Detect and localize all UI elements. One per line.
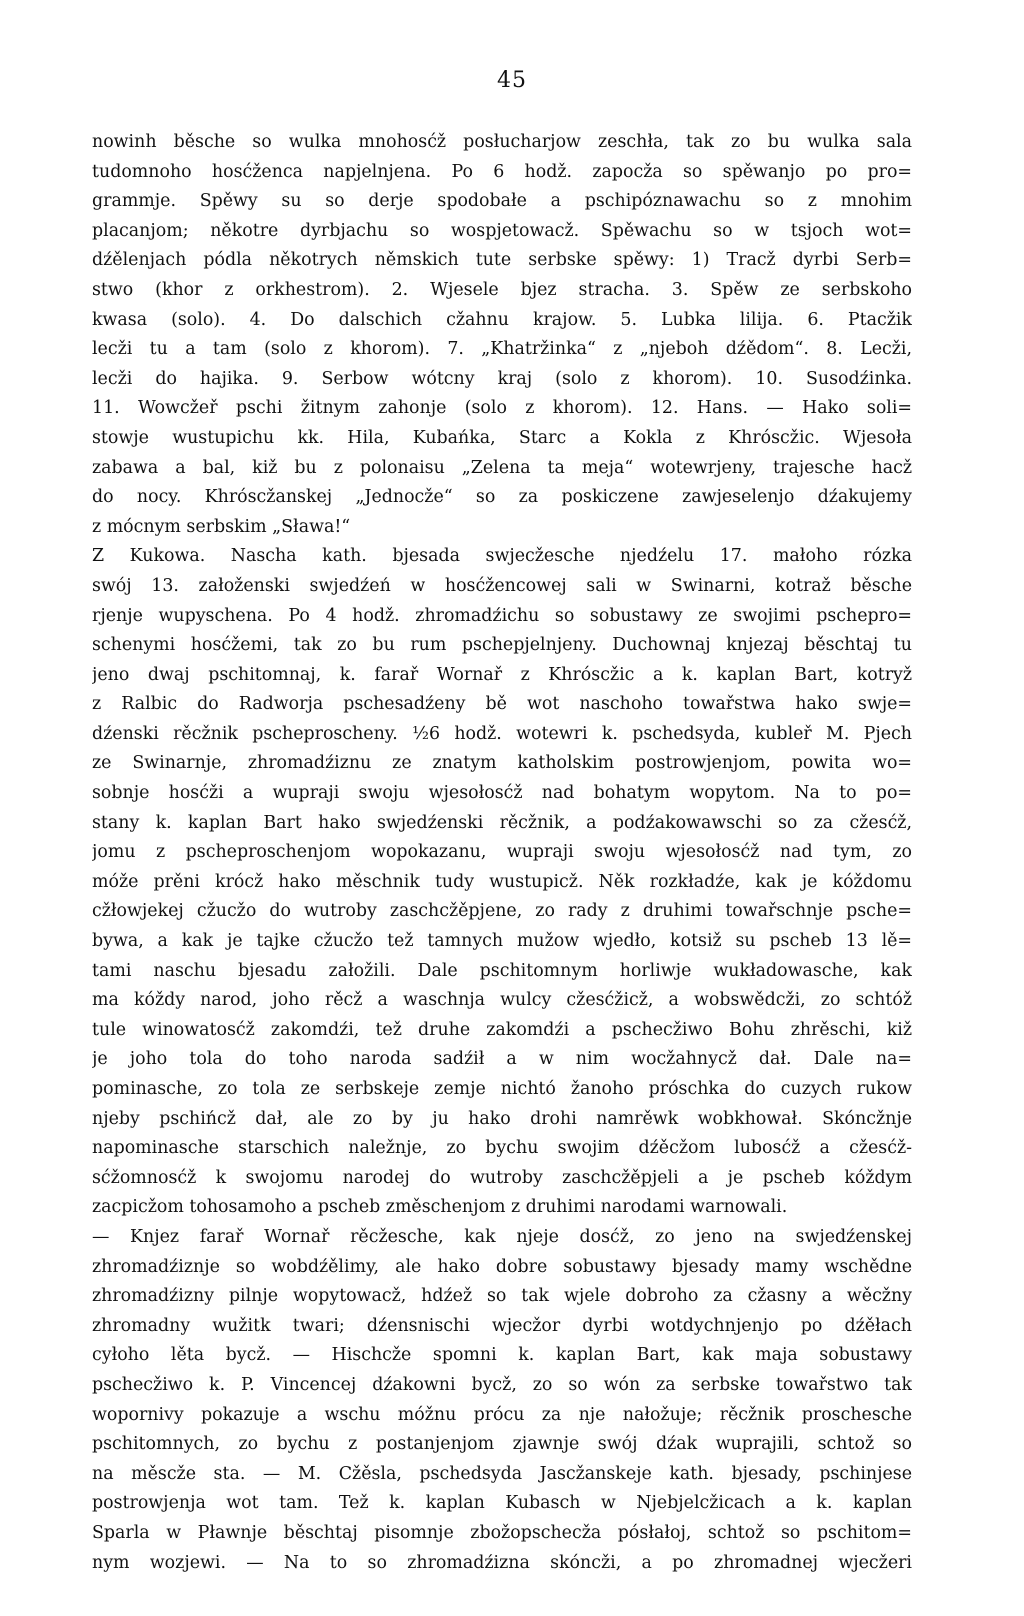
text-line: stwo (khor z orkhestrom). 2. Wjesele bjez stracha. 3. Spěw ze serbskoho — [92, 279, 912, 300]
text-line: tudomnoho hosćženca napjelnjena. Po 6 hodž. zapocža so spěwanjo po pro= — [92, 161, 912, 182]
text-line: dźělenjach pódla někotrych němskich tute serbske spěwy: 1) Tracž dyrbi Serb= — [92, 250, 912, 271]
text-line: Z Kukowa. Nascha kath. bjesada swjecžesche njedźelu 17. małoho rózka — [92, 546, 912, 567]
text-line: — Knjez farař Wornař rěcžesche, kak njeje dosćž, zo jeno na swjedźenskej — [92, 1226, 912, 1247]
text-line: pominasche, zo tola ze serbskeje zemje nichtó žanoho próschka do cuzych rukow — [92, 1079, 912, 1099]
text-line: zhromadźiznje so wobdźělimy, ale hako dobre sobustawy bjesady mamy wschědne — [92, 1256, 912, 1277]
text-line: stowje wustupichu kk. Hila, Kubańka, Starc a Kokla z Khróscžic. Wjesoła — [92, 427, 912, 448]
text-line: sćžomnosćž k swojomu narodej do wutroby zaschcžěpjeli a je pscheb kóždym — [92, 1167, 912, 1188]
text-line: na měscže sta. — M. Cžěsla, pschedsyda Jascžanskeje kath. bjesady, pschinjese — [92, 1463, 912, 1484]
text-line: zhromadny wužitk twari; dźensnischi wjecžor dyrbi wotdychnjenjo po dźěłach — [92, 1315, 912, 1336]
text-line: nym wozjewi. — Na to so zhromadźizna skóncži, a po zhromadnej wjecžeri — [92, 1552, 912, 1573]
text-line: grammje. Spěwy su so derje spodobałe a pschipóznawachu so z mnohim — [92, 191, 912, 212]
text-line: 11. Wowcžeř pschi žitnym zahonje (solo z khorom). 12. Hans. — Hako soli= — [92, 398, 912, 419]
text-line: swój 13. załoženski swjedźeń w hosćžencowej sali w Swinarni, kotraž běsche — [92, 575, 912, 596]
page-number: 45 — [497, 68, 527, 93]
text-line: móže prěni krócž hako měschnik tudy wustupicž. Něk rozkładźe, kak je kóždomu — [92, 871, 912, 892]
text-line: stany k. kaplan Bart hako swjedźenski rěcžnik, a podźakowawschi so za cžesćž, — [92, 812, 912, 833]
text-line: napominasche starschich naležnje, zo bychu swojim dźěcžom lubosćž a cžesćž- — [92, 1138, 912, 1159]
text-line: pschecžiwo k. P. Vincencej dźakowni bycž, zo so wón za serbske towařstwo tak — [92, 1374, 912, 1395]
text-line: rjenje wupyschena. Po 4 hodž. zhromadźichu so sobustawy ze swojimi pschepro= — [92, 605, 912, 626]
text-line: ze Swinarnje, zhromadźiznu ze znatym katholskim postrowjenjom, powita wo= — [92, 753, 912, 774]
text-line: lecži do hajika. 9. Serbow wótcny kraj (solo z khorom). 10. Susodźinka. — [92, 368, 912, 389]
text-line: bywa, a kak je tajke cžucžo tež tamnych mužow wjedło, kotsiž su pscheb 13 lě= — [92, 931, 912, 952]
text-line: cžłowjekej cžucžo do wutroby zaschcžěpjene, zo rady z druhimi towařschnje psche= — [92, 901, 912, 922]
text-line: tule winowatosćž zakomdźi, tež druhe zakomdźi a pschecžiwo Bohu zhrěschi, kiž — [92, 1019, 912, 1040]
text-line: z Ralbic do Radworja pschesadźeny bě wot naschoho towařstwa hako swje= — [92, 694, 912, 715]
text-line: zacpicžom tohosamoho a pscheb změschenjom z druhimi narodami warnowali. — [92, 1197, 788, 1218]
text-line: zabawa a bal, kiž bu z polonaisu „Zelena ta meja“ wotewrjeny, trajesche hacž — [92, 457, 912, 478]
text-line: je joho tola do toho naroda sadźił a w nim wocžahnycž dał. Dale na= — [92, 1049, 912, 1070]
text-line: jomu z pscheproschenjom wopokazanu, wupraji swoju wjesołosćž nad tym, zo — [92, 842, 912, 863]
text-line: schenymi hosćžemi, tak zo bu rum pschepjelnjeny. Duchownaj knjezaj běschtaj tu — [92, 635, 912, 656]
text-line: do nocy. Khróscžanskej „Jednocže“ so za poskiczene zawjeselenjo dźakujemy — [92, 487, 912, 508]
text-line: postrowjenja wot tam. Tež k. kaplan Kubasch w Njebjelcžicach a k. kaplan — [92, 1493, 912, 1514]
text-line: wopornivy pokazuje a wschu móžnu prócu za nje nałožuje; rěcžnik proschesche — [92, 1404, 912, 1425]
text-line: sobnje hosćži a wupraji swoju wjesołosćž nad bohatym wopytom. Na to po= — [92, 783, 912, 804]
text-line: Sparla w Pławnje běschtaj pisomnje zbožopschecža pósłałoj, schtož so pschitom= — [92, 1522, 912, 1543]
text-line: kwasa (solo). 4. Do dalschich cžahnu krajow. 5. Lubka lilija. 6. Ptacžik — [92, 309, 912, 330]
text-line: cyłoho lěta bycž. — Hischcže spomni k. kaplan Bart, kak maja sobustawy — [92, 1345, 912, 1366]
text-line: dźenski rěcžnik pscheproscheny. ½6 hodž. wotewri k. pschedsyda, kubleř M. Pjech — [92, 723, 912, 744]
text-line: njeby pschińcž dał, ale zo by ju hako drohi namrěwk wobkhował. Skóncžnje — [92, 1108, 912, 1129]
text-line: lecži tu a tam (solo z khorom). 7. „Khatržinka“ z „njeboh dźědom“. 8. Lecži, — [92, 339, 912, 360]
text-line: tami naschu bjesadu załožili. Dale pschitomnym horliwje wukładowasche, kak — [92, 960, 912, 981]
text-line: ma kóždy narod, joho rěcž a waschnja wulcy cžesćžicž, a wobswědcži, zo schtóž — [92, 990, 912, 1011]
text-line: placanjom; někotre dyrbjachu so wospjetowacž. Spěwachu so w tsjoch wot= — [92, 220, 912, 241]
text-line: pschitomnych, zo bychu z postanjenjom zjawnje swój dźak wuprajili, schtož so — [92, 1434, 912, 1455]
body-text — [92, 128, 912, 1578]
text-line: zhromadźizny pilnje wopytowacž, hdźež so tak wjele dobroho za cžasny a wěcžny — [92, 1286, 912, 1307]
text-line: z mócnym serbskim „Sława!“ — [92, 516, 351, 537]
text-line: nowinh běsche so wulka mnohosćž posłucharjow zeschła, tak zo bu wulka sala — [92, 132, 912, 152]
text-line: jeno dwaj pschitomnaj, k. farař Wornař z Khróscžic a k. kaplan Bart, kotryž — [92, 664, 912, 685]
